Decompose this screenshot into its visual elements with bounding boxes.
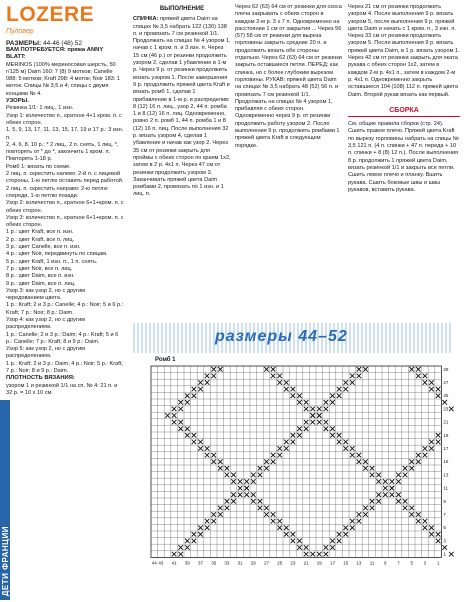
y-tick-label: 19 <box>443 432 449 438</box>
finish-column <box>348 4 460 194</box>
y-tick-label: 23 <box>443 406 449 412</box>
sizes-label: РАЗМЕРЫ: <box>6 40 42 47</box>
x-tick-label: 21 <box>303 560 309 566</box>
pattern-item: 2 лиц. п. скрестить налево: 2-й п. с лицевой стороны, 1-ю петлю оставить перед работой. <box>6 171 124 185</box>
y-tick-label: 15 <box>443 459 449 465</box>
banner-text: размеры 44–52 <box>215 328 348 345</box>
assembly-heading: СБОРКА <box>348 107 460 117</box>
y-tick-label: 27 <box>443 380 449 385</box>
execution-column <box>133 4 231 199</box>
y-tick-label: 25 <box>443 393 449 399</box>
pattern-item: 9 р.: цвет Daim, все п. лиц. <box>6 280 76 287</box>
assembly-text: См. общие правила сборки (стр. 24). Сшить правое плечо. Пряжей цвета Kraft по вырезу горловины набрать на спицы № 3,5 121 п. (4 п. спинки + 47 п. переда + 10 п. спинки + 8 (8) 12 п.). После выполнения 8 р. продолжить 1 пряжей цвета Daim, вязать резинкой 1/1 и закрыть все петли. Сшить левое плечо и планку. Вшить рукава. Сшить боковые швы и швы рукавов, вставить рукава. <box>348 121 459 193</box>
pattern-item: Узор 5: как узор 2, но с другим распределением. <box>6 346 85 360</box>
x-tick-label: 41 <box>171 560 177 566</box>
x-tick-label: 23 <box>290 560 296 566</box>
pattern-item: 5 р.: цвет Kraft, 1 изн. п., 1 п. снять. <box>6 258 98 265</box>
x-tick-label: 31 <box>237 560 243 566</box>
front-sleeve-column <box>235 4 343 150</box>
pattern-item: Узор 3: как узор 2, но с другим чередованием цвета. <box>6 287 85 302</box>
page-title: LOZERE <box>6 3 95 26</box>
materials-text: MERINOS (100% мериносовая шерсть, 50 г/125 м) Daim 160: 7 (8) 9 мотков; Canelle 088: 5 мотков; Kraft 298: 4 моток; Noir 183: 1 моток. Спицы № 3,5 и 4; спицы с двумя концами № 4. <box>6 61 121 97</box>
x-tick-label: 37 <box>197 560 204 566</box>
x-tick-label: 15 <box>343 560 349 566</box>
pattern-item: 2 лиц. п. скрестить направо: 2-ю петлю спереди, 1-ю петлю позади. <box>6 185 108 199</box>
finish-text: Через 21 см от резинки продолжить узором 4. После выполнения 9 р. вязать узором 5, после выполнения 9 р. пряжей цвета Daim и начать с 1 кром. п., 3 изн. п. Через 33 см от резинки продолжить узором 5. После выполнения 9 р. вязать пряжей цвета Daim, в 1 р. вязать узором 1. Через 42 см от резинки закрыть для оката рукава с обеих сторон 1х2, затем в каждом 2-м р. 4х1 п., затем в каждом 2-м р. 4х1 п. Одновременно закрыть оставшиеся 104 (108) 112 п. пряжей цвета Daim. Второй рукав вязать как первый. <box>348 4 460 98</box>
x-tick-label: 5 <box>410 560 413 566</box>
chart-svg <box>133 354 463 597</box>
sizes-banner <box>133 323 453 353</box>
x-tick-label: 39 <box>184 560 190 566</box>
y-tick-label: 11 <box>443 485 449 491</box>
x-tick-label: 19 <box>316 560 322 566</box>
side-label-text: ДЕТИ ФРАНЦИИ <box>1 525 10 596</box>
pattern-item: Ромб 1: вязать по схеме. <box>6 163 71 170</box>
pattern-item: Узор 3: количество п., кратное 6+1+кром. п. с обеих сторон. <box>6 214 124 229</box>
pattern-item: Повторять 1-18 р. <box>6 156 53 163</box>
diamond-chart <box>133 354 463 597</box>
sizes-line <box>6 40 124 47</box>
x-tick-label: 25 <box>277 560 283 566</box>
x-tick-label: 43 <box>158 560 164 566</box>
pattern-item: 2, 4, 6, 8, 10 р.: * 2 лиц., 2 п. снять, 1 лиц. *, повторять от * до *, закончить 1 кром. п. <box>6 141 119 156</box>
left-column <box>6 4 124 397</box>
back-label: СПИНКА: <box>133 16 159 23</box>
pattern-item: 4 р.: цвет Noir, передвинуть по спицам. <box>6 251 108 258</box>
x-tick-label: 44 <box>151 560 157 566</box>
density-heading: ПЛОТНОСТЬ ВЯЗАНИЯ: <box>6 375 75 382</box>
y-tick-label: 7 <box>443 512 446 517</box>
y-tick-label: 13 <box>443 472 449 478</box>
pattern-item: Узор 2: количество п., кратное 6+1+кром. п. с обеих сторон. <box>6 200 124 214</box>
pattern-item: 1 р.: Kraft; 2 и 3 р.: Daim; 4 р.: Noir; 5 р.: Kraft; 7 р.: Noir; 8 и 9 р.: Daim. <box>6 360 123 375</box>
pattern-item: 2 р.: цвет Kraft, все п. лиц. <box>6 236 75 243</box>
pattern-item: Узор 4: как узор 2, но с другим распределением. <box>6 316 85 331</box>
pattern-item: 1 р.: Canelle; 2 и 3 р.: Daim; 4 р.: Kraft; 5 и 6 р.: Canelle; 7 р.: Kraft; 8 и 9 р.: Daim. <box>6 331 119 345</box>
side-label <box>0 400 12 600</box>
x-tick-label: 29 <box>250 560 256 566</box>
x-tick-label: 33 <box>224 560 230 566</box>
front-sleeve-text: Через 62 (63) 64 см от резинки для скоса плеча закрывать с обеих сторон в каждом 2-м р. 3 х 7 п. Одновременно на расстоянии 1 см от закрытия ... Через 56 (57) 58 см от резинки для выреза горловины закрыть средние 20 п. и продолжить вязать обе стороны отдельно. Через 62 (63) 64 см от резинки закрыть оставшиеся петли. ПЕРЕД: как спинка, но с более глубоким вырезом горловины. РУКАВ: пряжей цвета Daim на спицах № 3,5 набрать 48 (52) 56 п. и провязать 7 см резинкой 1/1. Продолжать на спицах № 4 узором 1, прибавляя с обеих сторон. Одновременно через 9 р. от резинки продолжить работу узором 2. После выполнения 9 р. продолжить ромбами 1 пряжей цвета Kraft в следующем порядке. <box>235 4 342 149</box>
x-tick-label: 35 <box>211 560 217 566</box>
pattern-item: Резинка 1/1: 1 лиц., 1 изн. <box>6 105 74 112</box>
x-tick-label: 9 <box>384 560 387 566</box>
x-tick-label: 1 <box>436 560 440 566</box>
patterns-heading: УЗОРЫ. <box>6 98 29 105</box>
x-tick-label: 13 <box>356 560 362 566</box>
pattern-item: 8 р.: цвет Daim, все п. изн. <box>6 273 75 280</box>
y-tick-label: 29 <box>443 366 449 372</box>
x-tick-label: 11 <box>369 560 375 566</box>
y-tick-label: 17 <box>443 446 449 451</box>
execution-heading: ВЫПОЛНЕНИЕ <box>159 6 205 12</box>
pattern-item: 1 р.: цвет Kraft, все п. изн. <box>6 229 74 236</box>
pattern-item: 1 р.: Kraft; 2 и 3 р.: Canelle; 4 р.: Noir; 5 и 6 р.: Kraft; 7 р.: Noir; 8 р.: Daim. <box>6 302 124 316</box>
x-tick-label: 17 <box>329 560 336 566</box>
materials-heading: ВАМ ПОТРЕБУЕТСЯ: пряжа ANNY BLATT: <box>6 47 104 61</box>
y-tick-label: 3 <box>443 538 446 544</box>
patterns-list <box>6 105 124 375</box>
pattern-item: 1, 5, 9, 13, 17, 11, 13, 15, 17, 19 и 17 р.: 3 изн. п. <box>6 127 124 141</box>
y-tick-label: 21 <box>443 419 449 425</box>
pattern-item: 3 р.: цвет Canelle, все п. изн. <box>6 244 81 251</box>
x-tick-label: 3 <box>423 560 427 566</box>
sizes-value: 44-46 (48) 52 <box>42 40 82 47</box>
y-tick-label: 9 <box>443 498 446 504</box>
pattern-item: Узор 1: количество п., кратное 4+1 кром. п. с обеих сторон. <box>6 112 122 126</box>
density-text: узором 1 и резинкой 1/1 на сп. № 4: 21 п. и 32 р. = 10 х 10 см. <box>6 382 118 396</box>
back-text: пряжей цвета Daim на спицах № 3,5 набрать 122 (130) 138 п. и провязать 7 см резинкой 1/1. Продолжать на спицах № 4 узором 1, начав с 1 кром. п. и 3 изн. п. Через 15 см (46 р.) от резинки продолжить узором 2, сделав 1 убавление в 1-м р. Через 9 р. от резинки продолжить вязать узором 1. После завершения 9 р. продолжить пряжей цвета Kraft и вязать ромб 1, сделав 1 прибавление в 1-м р. и распределив: 8 (12) 16 п. лиц., узор 2, 44 п. ромба 1 и 8 (12) 16 п. лиц. Одновременно, ровно 2 п. ромб 1, 44 п. ромба 1 и 8 (12) 16 п. лиц. После выполнения 32 р. вязать узором 4, сделав 1 убавление и начав как узор 2. Через 35 см от резинки закрыть для проймы с обеих сторон по краям 1х2, затем в 2 р. 4х1 п. Через 47 см от резинки продолжить узором 3. Заканчивать пряжей цвета Daim ромбами 2, провязать по 1 изн. и 1 лиц. п. <box>133 16 231 198</box>
chart-title: Ромб 1 <box>155 357 176 363</box>
x-tick-label: 27 <box>263 560 270 566</box>
pattern-item: 7 р.: цвет Noir, все п. лиц. <box>6 265 73 272</box>
y-tick-label: 1 <box>443 551 446 557</box>
x-tick-label: 7 <box>397 560 400 566</box>
page-subtitle: Пуловер <box>6 28 34 35</box>
y-tick-label: 5 <box>443 525 446 531</box>
